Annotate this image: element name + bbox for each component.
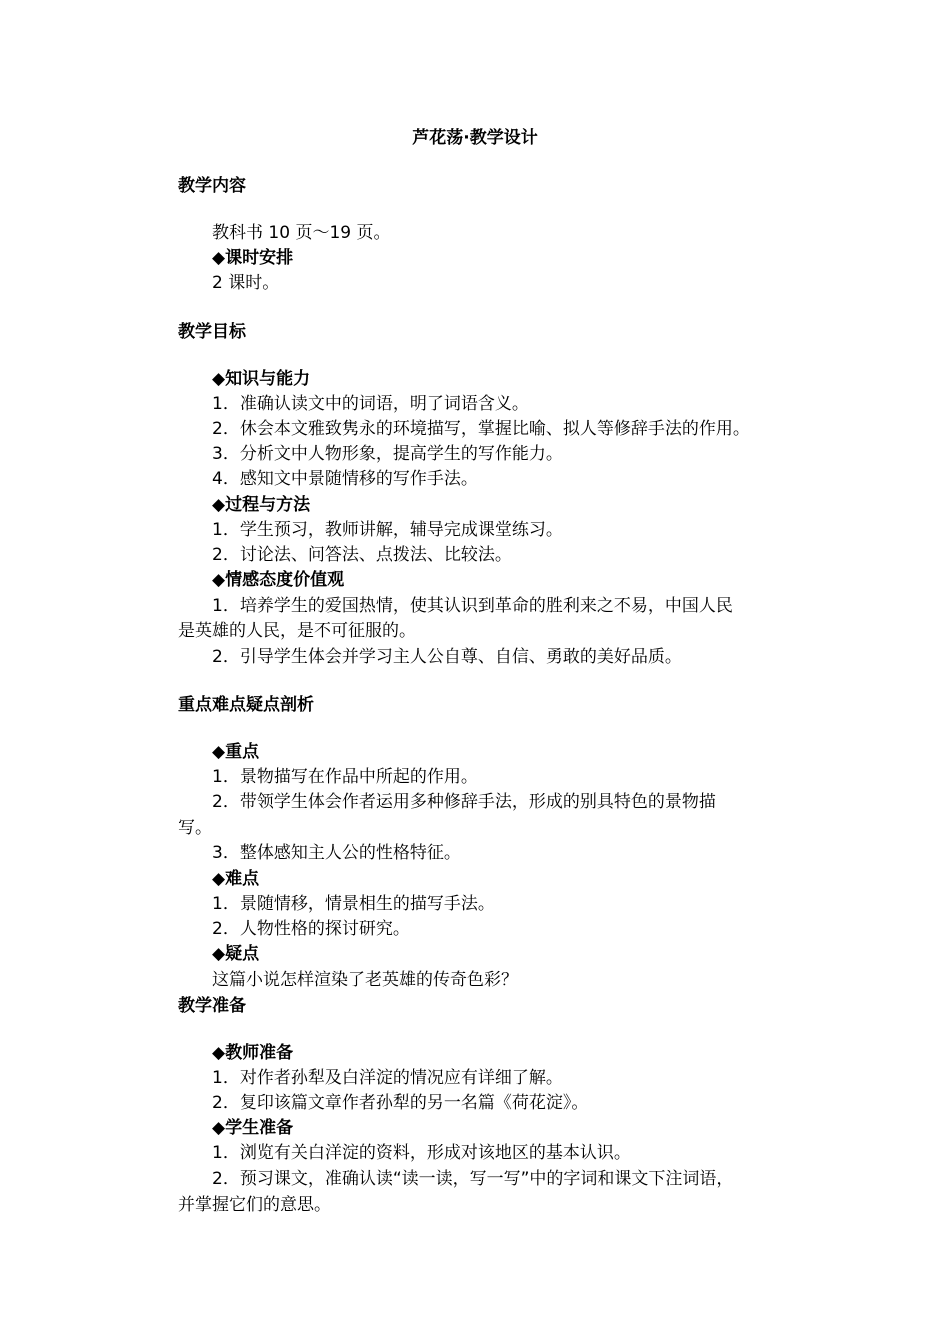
heading-teacher-preparation: ◆教师准备: [212, 1043, 294, 1063]
difficult-point-item: 2．人物性格的探讨研究。: [212, 919, 410, 939]
student-prep-item: 1．浏览有关白洋淀的资料，形成对该地区的基本认识。: [212, 1143, 631, 1163]
emotion-item: 2．引导学生体会并学习主人公自尊、自信、勇敢的美好品质。: [212, 647, 682, 667]
knowledge-item: 4．感知文中景随情移的写作手法。: [212, 469, 478, 489]
key-point-item: 1．景物描写在作品中所起的作用。: [212, 767, 478, 787]
heading-doubt-points: ◆疑点: [212, 944, 260, 964]
heading-key-points: ◆重点: [212, 742, 260, 762]
knowledge-item: 3．分析文中人物形象，提高学生的写作能力。: [212, 444, 563, 464]
teacher-prep-item: 1．对作者孙犁及白洋淀的情况应有详细了解。: [212, 1068, 563, 1088]
process-item: 2．讨论法、问答法、点拨法、比较法。: [212, 545, 512, 565]
heading-key-points-analysis: 重点难点疑点剖析: [178, 695, 314, 715]
key-point-item-continued: 写。: [178, 818, 212, 838]
schedule-text: 2 课时。: [212, 273, 280, 293]
heading-emotion-values: ◆情感态度价值观: [212, 570, 345, 590]
key-point-item: 2．带领学生体会作者运用多种修辞手法，形成的别具特色的景物描: [212, 792, 716, 812]
key-point-item: 3．整体感知主人公的性格特征。: [212, 843, 461, 863]
emotion-item-continued: 是英雄的人民，是不可征服的。: [178, 621, 416, 641]
heading-student-preparation: ◆学生准备: [212, 1118, 294, 1138]
student-prep-item-continued: 并掌握它们的意思。: [178, 1195, 331, 1215]
heading-difficult-points: ◆难点: [212, 869, 260, 889]
knowledge-item: 2．休会本文雅致隽永的环境描写，掌握比喻、拟人等修辞手法的作用。: [212, 419, 750, 439]
doubt-point-text: 这篇小说怎样渲染了老英雄的传奇色彩？: [212, 970, 518, 990]
heading-knowledge-ability: ◆知识与能力: [212, 369, 311, 389]
document-title: 芦花荡·教学设计: [412, 128, 538, 148]
heading-process-method: ◆过程与方法: [212, 495, 311, 515]
student-prep-item: 2．预习课文，准确认读“读一读，写一写”中的字词和课文下注词语，: [212, 1169, 734, 1189]
heading-schedule: ◆课时安排: [212, 248, 294, 268]
process-item: 1．学生预习，教师讲解，辅导完成课堂练习。: [212, 520, 563, 540]
emotion-item: 1．培养学生的爱国热情，使其认识到革命的胜利来之不易，中国人民: [212, 596, 733, 616]
heading-teaching-preparation: 教学准备: [178, 996, 246, 1016]
difficult-point-item: 1．景随情移，情景相生的描写手法。: [212, 894, 495, 914]
teacher-prep-item: 2．复印该篇文章作者孙犁的另一名篇《荷花淀》。: [212, 1093, 589, 1113]
knowledge-item: 1．准确认读文中的词语，明了词语含义。: [212, 394, 529, 414]
heading-teaching-content: 教学内容: [178, 176, 246, 196]
content-text: 教科书 10 页～19 页。: [212, 223, 391, 243]
heading-teaching-goals: 教学目标: [178, 322, 246, 342]
